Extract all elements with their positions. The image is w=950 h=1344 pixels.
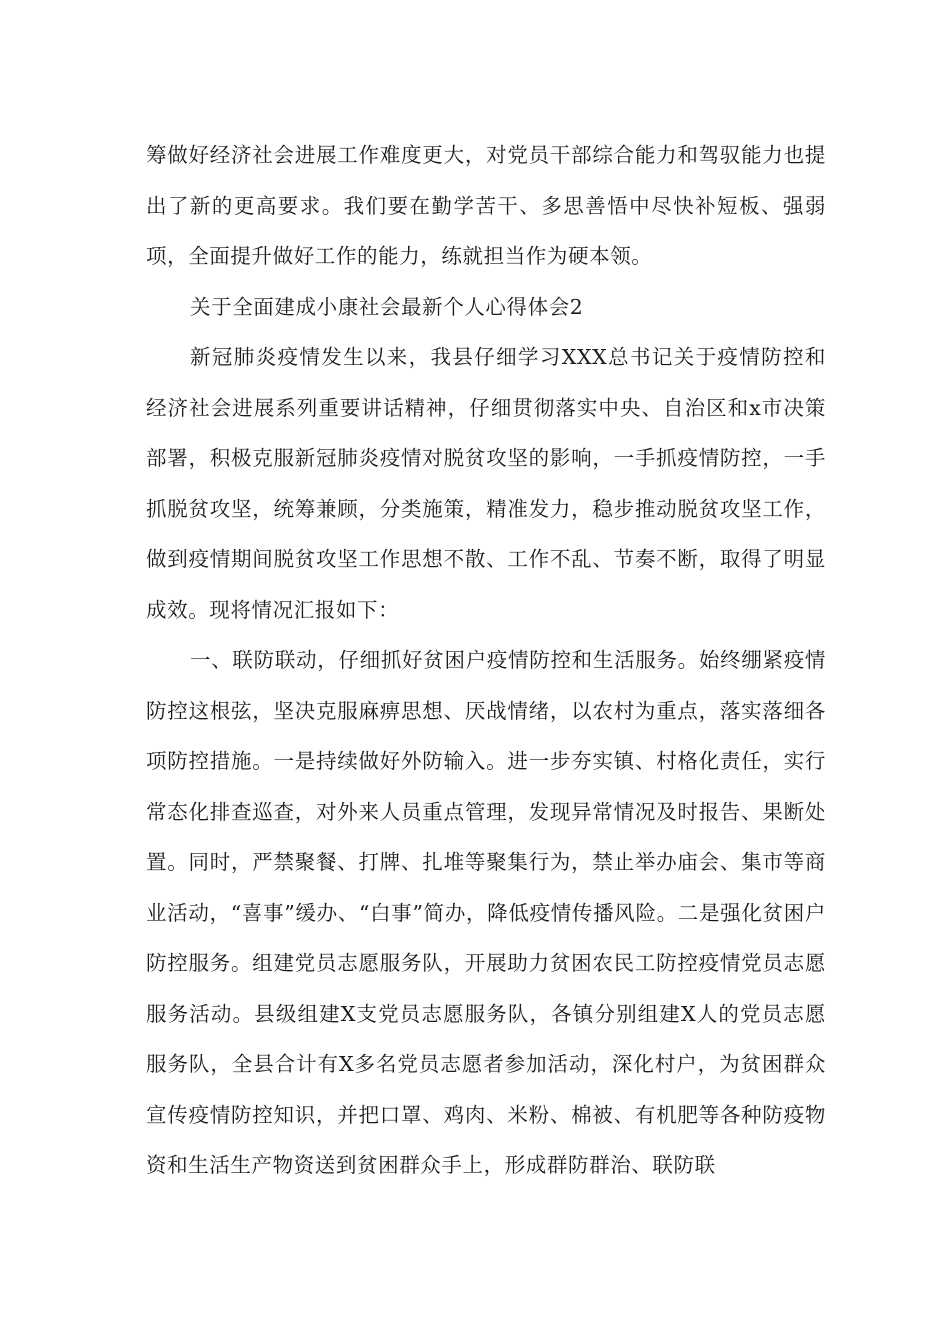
section-heading: 关于全面建成小康社会最新个人心得体会2 <box>190 294 584 319</box>
document-body <box>146 130 826 1191</box>
paragraph-intro: 新冠肺炎疫情发生以来，我县仔细学习XXX总书记关于疫情防控和经济社会进展系列重要讲话精神，仔细贯彻落实中央、自治区和x市决策部署，积极克服新冠肺炎疫情对脱贫攻坚的影响，一手抓疫情防控，一手抓脱贫攻坚，统筹兼顾，分类施策，精准发力，稳步推动脱贫攻坚工作，做到疫情期间脱贫攻坚工作思想不散、工作不乱、节奏不断，取得了明显成效。现将情况汇报如下： <box>146 345 826 622</box>
paragraph-point-one: 一、联防联动，仔细抓好贫困户疫情防控和生活服务。始终绷紧疫情防控这根弦，坚决克服麻痹思想、厌战情绪，以农村为重点，落实落细各项防控措施。一是持续做好外防输入。进一步夯实镇、村格化责任，实行常态化排查巡查，对外来人员重点管理，发现异常情况及时报告、果断处置。同时，严禁聚餐、打牌、扎堆等聚集行为，禁止举办庙会、集市等商业活动，“喜事”缓办、“白事”简办，降低疫情传播风险。二是强化贫困户防控服务。组建党员志愿服务队，开展助力贫困农民工防控疫情党员志愿服务活动。县级组建X支党员志愿服务队，各镇分别组建X人的党员志愿服务队，全县合计有X多名党员志愿者参加活动，深化村户，为贫困群众宣传疫情防控知识，并把口罩、鸡肉、米粉、棉被、有机肥等各种防疫物资和生活生产物资送到贫困群众手上，形成群防群治、联防联 <box>146 648 826 1177</box>
paragraph-continuation: 筹做好经济社会进展工作难度更大，对党员干部综合能力和驾驭能力也提出了新的更高要求。我们要在勤学苦干、多思善悟中尽快补短板、强弱项，全面提升做好工作的能力，练就担当作为硬本领。 <box>146 143 826 268</box>
